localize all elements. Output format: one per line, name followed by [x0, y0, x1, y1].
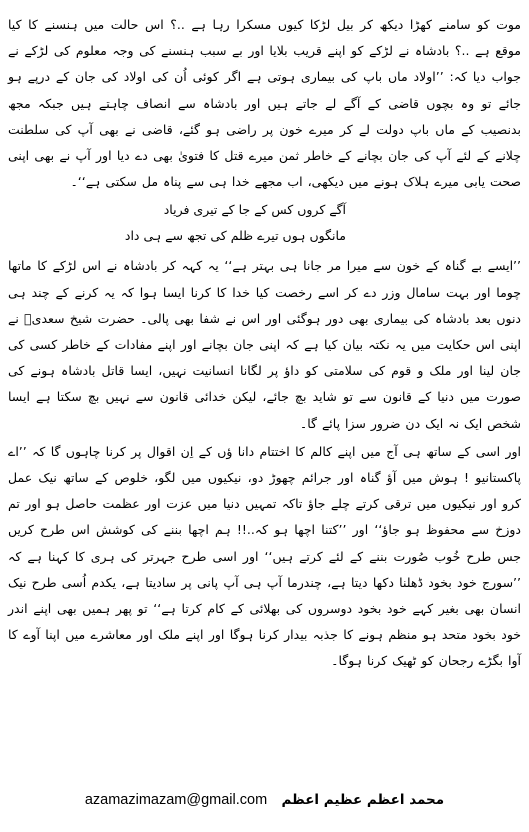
paragraph-1: موت کو سامنے کھڑا دیکھ کر بیل لڑکا کیوں مسکرا رہا ہے ..؟ اس حالت میں ہنسنے کا کیا موقع ہے ..؟ بادشاہ نے لڑکے کو اپنے قریب بلایا اور بے سبب ہنسنے کی وجہ معلوم کی لڑکے نے جواب دیا کہ: ’’اولاد ماں باپ کی بیماری ہوتی ہے اگر کوئی اُن کی اولاد کی جان کے درپے ہو جائے تو وہ بچوں قاضی کے آگے لے جاتے ہیں اور بادشاہ سے انصاف چاہتے ہیں جبکہ مجھ بدنصیب کے ماں باپ دولت لے کر میرے خون پر راضی ہو گئے، قاضی نے بھی آپ کی سلطنت چلانے کے لئے آپ کی جان بچانے کے خاطر ثمن میرے قتل کا فتویٰ بھی دے دیا اور آپ نے بھی اپنی صحت یابی میرے ہلاک ہونے میں دیکھی، اب مجھے خدا ہی سے پناہ مل سکتی ہے‘‘۔ [8, 17, 521, 190]
paragraph-2: ’’ایسے بے گناہ کے خون سے میرا مر جانا ہی بہتر ہے‘‘ یہ کہہ کر بادشاہ نے اس لڑکے کا ماتھا چوما اور بہت سامال وزر دے کر اسے رخصت کیا خدا کا کرنا ایسا ہوا کہ یہ کرنے کے چند ہی دنوں بعد بادشاہ کی بیماری بھی دور ہوگئی اور اس نے شفا بھی پالی۔ حضرت شیخ سعدیؒ نے اپنی اس حکایت میں یہ نکتہ بیان کیا ہے کہ اپنی جان بچانے اور اپنے مفادات کے خاطر کسی کی جان لینا اور ملک و قوم کی سلامتی کو داؤ پر لگانا انسانیت نہیں، ایسا قاتل بادشاہ ہونے کی صورت میں دنیا کے قانون سے تو شاید بچ جائے، لیکن خدائی قانون سے نہیں بچ سکتا ہے ایسا شخص ایک نہ ایک دن ضرور سزا پائے گا۔ [8, 258, 521, 431]
author-name: محمد اعظم عظیم اعظم [281, 792, 445, 808]
paragraph-3: اور اسی کے ساتھ ہی آج میں اپنے کالم کا اختتام دانا ؤں کے اِن اقوال پر کرنا چاہوں گا کہ ’’اے پاکستانیو ! ہوش میں آؤ گناہ اور جرائم چھوڑ دو، نیکیوں میں لگو، خلوص کے ساتھ نیک عمل کرو اور نیکیوں میں ترقی کرتے چلے جاؤ تاکہ تمہیں دنیا میں عزت اور عظمت حاصل ہو اور تم دوزخ سے محفوظ ہو جاؤ‘‘ اور ’’کتنا اچھا ہو کہ..!! ہم اچھا بننے کی کوشش اس طرح کریں جس طرح خُوب صُورت بننے کے لئے کرتے ہیں‘‘ اور اسی طرح جہرتر کی ہری کا کہنا ہے کہ ’’سورج خود بخود ڈھلنا دکھا دیتا ہے، چندرما آپ ہی آپ پانی پر سادیتا ہے، یکدم اُسی طرح نیک انسان بھی بغیر کہے خود بخود دوسروں کی بھلائی کے کام کرتا ہے‘‘ تو پھر ہمیں بھی اپنے اندر خود بخود متحد ہو منظم ہونے کا جذبہ بیدار کرنا ہوگا اور اپنے ملک اور معاشرے میں اپنا آوے کا آوا بگڑے رجحان کو ٹھیک کرنا ہوگا۔ [8, 443, 521, 669]
author-email[interactable]: azamazimazam@gmail.com [84, 792, 268, 808]
verse-block [8, 197, 521, 249]
signature-line [0, 790, 529, 810]
verse-line-2: مانگوں ہوں تیرے ظلم کی تجھ سے ہی داد [124, 228, 346, 244]
verse-line-1: آگے کروں کس کے جا کے تیری فریاد [163, 202, 346, 218]
